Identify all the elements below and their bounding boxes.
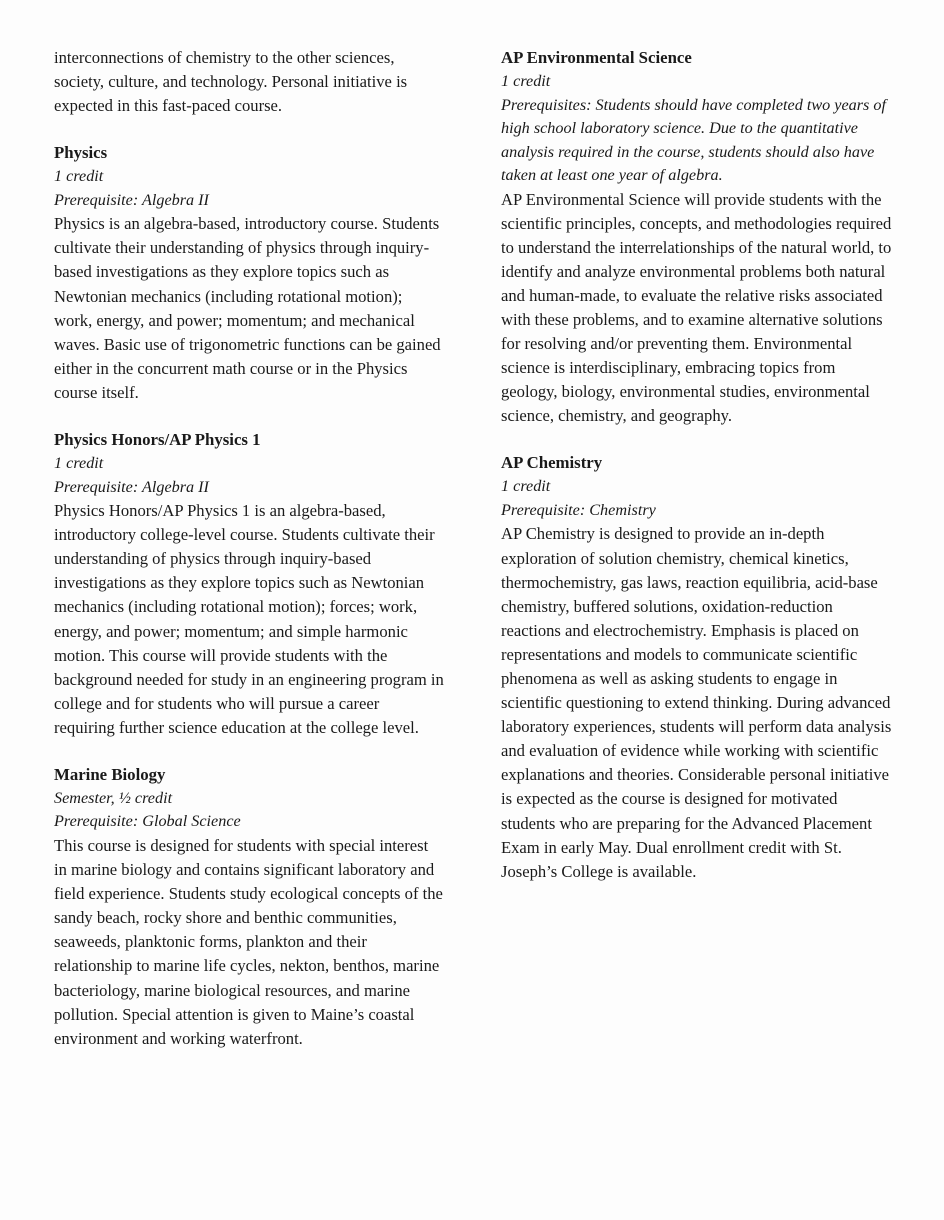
course-physics (54, 141, 444, 405)
course-description: AP Environmental Science will provide students with the scientific principles, concepts, and methodologies required to understand the interrelationships of the natural world, to identify and analyze environmental problems both natural and human-made, to evaluate the relative risks associated with these problems, and to examine alternative solutions for resolving and/or preventing them. Environmental science is interdisciplinary, embracing topics from geology, biology, environmental studies, environmental science, chemistry, and geography. (501, 189, 892, 426)
course-credit: 1 credit (501, 477, 551, 496)
course-credit: Semester, ½ credit (54, 788, 173, 807)
course-credit: 1 credit (54, 454, 104, 473)
course-title: Physics Honors/AP Physics 1 (54, 430, 261, 450)
course-credit: 1 credit (501, 72, 551, 90)
course-prerequisite: Prerequisite: Algebra II (54, 477, 209, 496)
course-title: Marine Biology (54, 764, 166, 784)
course-title: AP Chemistry (501, 453, 603, 473)
course-description: Physics is an algebra-based, introductory course. Students cultivate their understanding of physics through inquiry-based investigations as they explore topics such as Newtonian mechanics (including rotational motion); work, energy, and power; momentum; and mechanical waves. Basic use of trigonometric functions can be gained either in the concurrent math course or in the Physics course itself. (54, 214, 441, 402)
course-title: AP Environmental Science (501, 48, 692, 67)
course-description: AP Chemistry is designed to provide an in-depth exploration of solution chemistry, chemical kinetics, thermochemistry, gas laws, reaction equilibria, acid-base chemistry, buffered solutions, oxidation-reduction reactions and electrochemistry. Emphasis is placed on representations and models to communicate scientific phenomena as well as asking students to engage in scientific questioning to extend thinking. During advanced laboratory experiences, students will perform data analysis and evaluation of evidence while working with scientific explanations and theories. Considerable personal initiative is expected as the course is designed for motivated students who are preparing for the Advanced Placement Exam in early May. Dual enrollment credit with St. Joseph’s College is available. (501, 524, 892, 881)
right-column (501, 46, 893, 884)
course-credit: 1 credit (54, 167, 104, 186)
course-prerequisite: Prerequisites: Students should have completed two years of high school laboratory science. Due to the quantitative analysis required in the course, students should also have taken at least one year of algebra. (501, 95, 886, 184)
course-prerequisite: Prerequisite: Algebra II (54, 190, 209, 209)
course-ap-chemistry (501, 451, 893, 883)
course-prerequisite: Prerequisite: Global Science (54, 812, 241, 831)
course-ap-environmental-science (501, 46, 893, 428)
left-column (54, 46, 444, 1051)
course-description: This course is designed for students with special interest in marine biology and contains significant laboratory and field experience. Students study ecological concepts of the sandy beach, rocky shore and benthic communities, seaweeds, planktonic forms, plankton and their relationship to marine life cycles, nekton, benthos, marine bacteriology, marine biological resources, and marine pollution. Special attention is given to Maine’s coastal environment and working waterfront. (54, 835, 443, 1048)
course-title: Physics (54, 143, 108, 163)
course-physics-honors (54, 428, 444, 740)
course-description: Physics Honors/AP Physics 1 is an algebra-based, introductory college-level course. Students cultivate their understanding of physics through inquiry-based investigations as they explore topics such as Newtonian mechanics (including rotational motion); forces; work, energy, and power; momentum; and simple harmonic motion. This course will provide students with the background needed for study in an engineering program in college and for students who will pursue a career requiring further science education at the college level. (54, 501, 444, 737)
continued-paragraph: interconnections of chemistry to the other sciences, society, culture, and technology. Personal initiative is expected in this fast-paced course. (54, 48, 408, 116)
course-prerequisite: Prerequisite: Chemistry (501, 500, 656, 519)
course-marine-biology (54, 763, 444, 1051)
